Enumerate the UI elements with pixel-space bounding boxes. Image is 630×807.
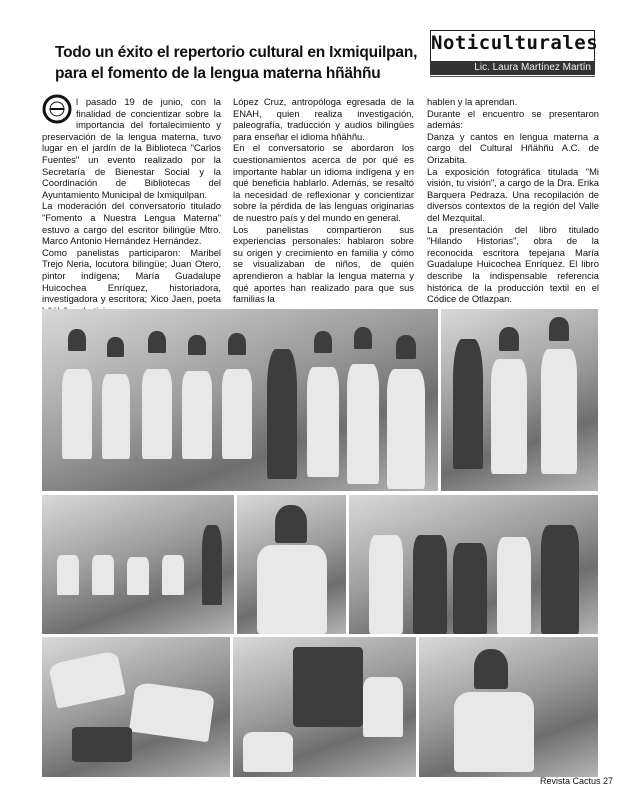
paragraph: La exposición fotográfica titulada "Mi visión, tu visión", a cargo de la Dra. Erika Barquera Pedraza. Una recopilación de diversos contextos de la región del Valle del Mezquital. — [427, 165, 599, 223]
article-column-3 — [427, 96, 599, 305]
group-photo-panelists — [42, 309, 438, 491]
photo-weaver — [419, 637, 598, 777]
paragraph — [42, 96, 221, 200]
paragraph-text: l pasado 19 de junio, con la finalidad de concientizar sobre la importancia del fortalecimiento y preservación de la lengua materna, tuvo lugar en el jardín de la Biblioteca "Carlos Fuentes" un evento realizado por la Secretaría de Bienestar Social y la Coordinación de Bibliotecas del Ayuntamiento Municipal de Ixmiquilpan. — [42, 96, 221, 200]
paragraph: La moderación del conversatorio titulado "Fomento a Nuestra Lengua Materna" estuvo a cargo del escritor bilingüe Mtro. Marco Antonio Hernández Hernández. — [42, 200, 221, 247]
paragraph: Como panelistas participaron: Maribel Trejo Neria, locutora bilingüe; Juan Otero, pintor indígena; María Guadalupe Huicochea Enríquez, historiadora, investigadora y escritora; Xico Jaen, poeta — [42, 246, 221, 305]
headline-line-2: para el fomento de la lengua materna hñähñu — [55, 65, 381, 82]
photo-award-presentation — [441, 309, 598, 491]
paragraph: Danza y cantos en lengua materna a cargo del Cultural Hñähñu A.C. de Orizabita. — [427, 130, 599, 165]
photo-textiles — [42, 637, 230, 777]
section-label-box — [430, 30, 599, 62]
photo-woman-certificate — [237, 495, 346, 634]
article-column-1 — [42, 96, 221, 316]
article-headline — [55, 42, 418, 84]
article-column-2 — [233, 96, 414, 305]
paragraph: En el conversatorio se abordaron los cuestionamientos acerca de por qué es importante hablar un idioma indígena y en qué beneficia hablarlo. Además, se resaltó la necesidad de reflexionar y concientizar sobre la pérdida de las lenguas originarias de nuestro país y del mundo en general. — [233, 142, 414, 223]
byline-rule — [430, 76, 595, 77]
paragraph: López Cruz, antropóloga egresada de la ENAH, quien realiza investigación, paleografía, traducción y audios bilingües para enseñar el idioma hñähñu. — [233, 96, 414, 142]
paragraph: Los panelistas compartieron sus experiencias personales: hablaron sobre su origen y crecimiento en familia y cómo se visualizaban de niños, de quién aprendieron a hablar la lengua materna y qué aportes han realizado para que sus familias la — [233, 223, 414, 305]
paragraph: Durante el encuentro se presentaron además: — [427, 107, 599, 131]
photo-women-rebozos — [349, 495, 598, 634]
paragraph: La presentación del libro titulado "Hilando Historias", obra de la reconocida escritora tepejana María Guadalupe Huicochea Enríquez. El libro describe la indispensable referencia histórica de la producción textil en el Códice de Otlazpan. — [427, 223, 599, 305]
headline-line-1: Todo un éxito el repertorio cultural en Ixmiquilpan, — [55, 44, 418, 61]
paragraph: hablen y la aprendan. — [427, 96, 518, 107]
section-title: Noticulturales — [431, 32, 599, 54]
page-footer: Revista Cactus 27 — [540, 776, 614, 786]
photo-stage-event — [42, 495, 234, 634]
author-byline: Lic. Laura Martínez Martín — [430, 61, 595, 75]
drop-cap-e-icon — [42, 94, 72, 124]
photo-exhibition — [233, 637, 416, 777]
